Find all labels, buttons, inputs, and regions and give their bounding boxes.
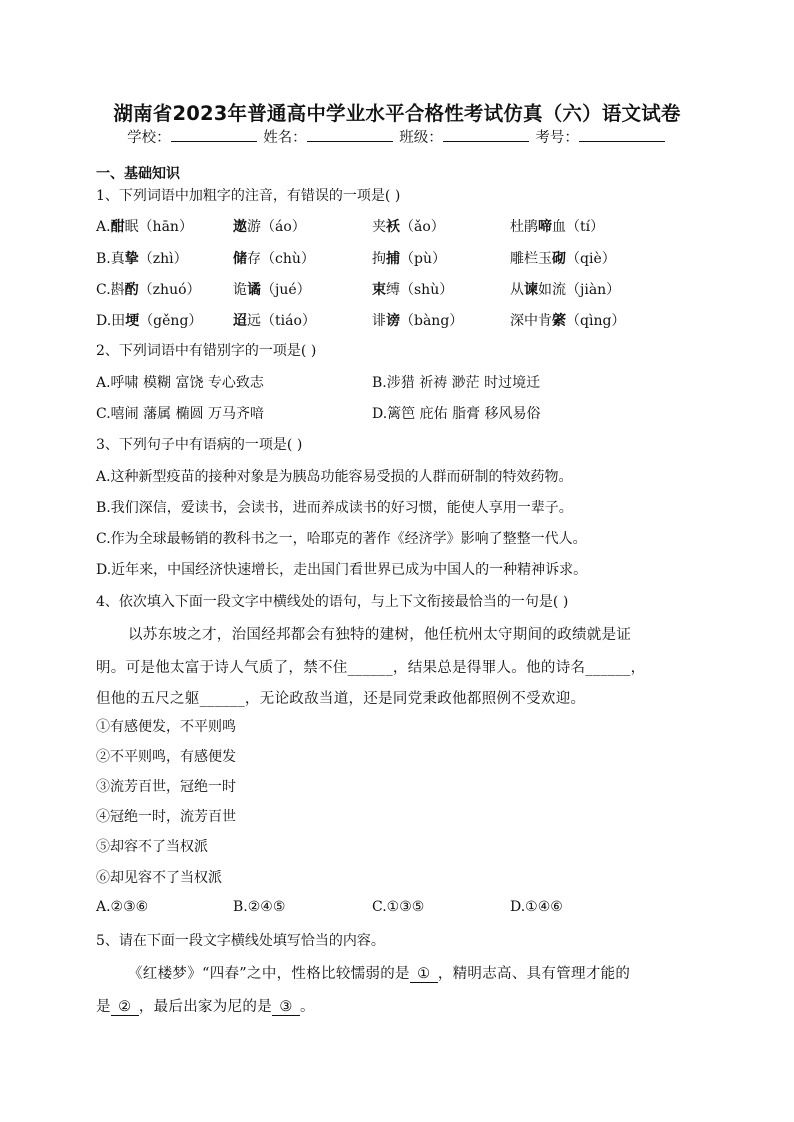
bold-character: 砌: [552, 251, 566, 267]
word-pinyin: 血（tí）: [552, 219, 605, 235]
question-5-text: ，最后出家为尼的是: [138, 999, 273, 1015]
question-5-line-1: [128, 962, 630, 983]
question-2-stem: 2、下列词语中有错别字的一项是( ): [96, 343, 317, 359]
question-1-option-a-word-1: [96, 216, 193, 236]
answer-blank-2[interactable]: ②: [111, 999, 139, 1016]
name-label: 姓名：: [263, 130, 307, 146]
question-4-passage-line: 明。可是他太富于诗人气质了，禁不住______，结果总是得罪人。他的诗名______，: [96, 660, 646, 676]
bold-character: 捕: [386, 251, 400, 267]
question-4-choice-a: A.②③⑥: [96, 899, 149, 915]
question-2-option-d: D.篱笆 庇佑 脂膏 移风易俗: [372, 406, 541, 422]
word-pinyin: （gěng）: [139, 313, 203, 329]
bold-character: 迢: [233, 313, 247, 329]
question-3-stem: 3、下列句子中有语病的一项是( ): [96, 437, 303, 453]
name-blank[interactable]: [307, 129, 393, 142]
word-text: 诽: [372, 313, 386, 329]
school-label: 学校：: [127, 130, 171, 146]
question-1-option-d-word-4: [510, 310, 625, 330]
question-3-option-a: A.这种新型疫苗的接种对象是为胰岛功能容易受损的人群而研制的特效药物。: [96, 469, 573, 485]
word-pinyin: 游（áo）: [247, 219, 306, 235]
student-info-line: [0, 126, 794, 147]
question-1-option-c-word-1: [96, 279, 201, 299]
bold-character: 酣: [110, 219, 125, 235]
word-text: 杜鹃: [510, 219, 538, 235]
question-4-item: ①有感便发，不平则鸣: [96, 719, 236, 735]
question-1-option-b-word-4: [510, 248, 616, 268]
word-text: 从: [510, 282, 524, 298]
question-3-option-d: D.近年来，中国经济快速增长，走出国门看世界已成为中国人的一种精神诉求。: [96, 562, 588, 578]
word-pinyin: （jué）: [261, 282, 311, 298]
question-4-choice-b: B.②④⑤: [233, 899, 286, 915]
bold-character: 挚: [124, 251, 139, 267]
bold-character: 谲: [247, 282, 261, 298]
word-pinyin: （zhuó）: [138, 282, 201, 298]
number-blank[interactable]: [579, 129, 665, 142]
class-label: 班级：: [399, 130, 443, 146]
bold-character: 酌: [124, 282, 139, 298]
question-1-option-d-word-2: [233, 310, 316, 330]
bold-character: 啼: [538, 219, 552, 235]
word-text: C.斟: [96, 282, 125, 298]
question-2-option-c: C.嘻闹 藩属 椭圆 万马齐喑: [96, 406, 265, 422]
question-5-line-2: [96, 995, 315, 1016]
question-1-option-d-word-3: [372, 310, 463, 330]
question-3-option-b: B.我们深信，爱读书，会读书，进而养成读书的好习惯，能使人享用一辈子。: [96, 500, 573, 516]
bold-character: 谏: [524, 282, 538, 298]
question-1-option-b-word-2: [233, 248, 315, 268]
section-heading: 一、基础知识: [96, 166, 180, 182]
word-text: A.: [96, 219, 111, 235]
bold-character: 束: [372, 282, 386, 298]
question-1-option-a-word-4: [510, 216, 604, 236]
word-text: B.真: [96, 251, 125, 267]
word-pinyin: （qìng）: [566, 313, 626, 329]
question-4-item: ③流芳百世，冠绝一时: [96, 779, 236, 795]
question-1-option-c-word-2: [233, 279, 311, 299]
answer-blank-3[interactable]: ③: [272, 999, 300, 1016]
answer-blank-1[interactable]: ①: [410, 966, 438, 983]
bold-character: 埂: [125, 313, 140, 329]
word-text: 诡: [233, 282, 247, 298]
bold-character: 储: [233, 251, 247, 267]
question-1-option-a-word-2: [233, 216, 306, 236]
school-blank[interactable]: [171, 129, 257, 142]
class-blank[interactable]: [443, 129, 529, 142]
word-pinyin: （bàng）: [400, 313, 464, 329]
word-text: 夹: [372, 219, 386, 235]
question-4-item: ④冠绝一时，流芳百世: [96, 809, 236, 825]
question-4-stem: 4、依次填入下面一段文字中横线处的语句，与上下文衔接最恰当的一句是( ): [96, 594, 569, 610]
word-pinyin: 眠（hān）: [124, 219, 193, 235]
word-text: 雕栏玉: [510, 251, 552, 267]
question-2-option-b: B.涉猎 祈祷 渺茫 时过境迁: [372, 375, 541, 391]
question-1-option-a-word-3: [372, 216, 445, 236]
question-1-option-b-word-3: [372, 248, 446, 268]
question-5-text: 。: [300, 999, 315, 1015]
number-label: 考号：: [535, 130, 579, 146]
question-4-item: ⑥却见容不了当权派: [96, 870, 222, 886]
question-4-item: ⑤却容不了当权派: [96, 839, 208, 855]
question-5-text: 《红楼梦》“四春”之中，性格比较懦弱的是: [128, 966, 410, 982]
bold-character: 袄: [386, 219, 400, 235]
question-3-option-c: C.作为全球最畅销的教科书之一，哈耶克的著作《经济学》影响了整整一代人。: [96, 531, 587, 547]
question-1-option-d-word-1: [96, 310, 202, 330]
word-pinyin: 如流（jiàn）: [538, 282, 621, 298]
word-pinyin: （pù）: [400, 251, 446, 267]
question-5-stem: 5、请在下面一段文字横线处填写恰当的内容。: [96, 933, 385, 949]
question-4-choice-d: D.①④⑥: [510, 899, 563, 915]
bold-character: 谤: [386, 313, 400, 329]
word-pinyin: （ǎo）: [400, 219, 445, 235]
question-2-option-a: A.呼啸 模糊 富饶 专心致志: [96, 375, 264, 391]
word-pinyin: （zhì）: [138, 251, 188, 267]
question-1-stem: 1、下列词语中加粗字的注音，有错误的一项是( ): [96, 188, 401, 204]
question-5-text: 是: [96, 999, 111, 1015]
question-4-choice-c: C.①③⑤: [372, 899, 425, 915]
question-5-text: ，精明志高、具有管理才能的: [437, 966, 631, 982]
bold-character: 遨: [233, 219, 247, 235]
word-pinyin: 远（tiáo）: [247, 313, 316, 329]
word-text: 深中肯: [510, 313, 552, 329]
question-1-option-b-word-1: [96, 248, 188, 268]
question-4-passage-line: 但他的五尺之躯______，无论政敌当道，还是同党秉政他都照例不受欢迎。: [96, 691, 586, 707]
page-title: 湖南省2023年普通高中学业水平合格性考试仿真（六）语文试卷: [113, 102, 681, 125]
bold-character: 綮: [552, 313, 566, 329]
question-1-option-c-word-4: [510, 279, 620, 299]
word-pinyin: （qiè）: [566, 251, 616, 267]
question-4-passage-line: 以苏东坡之才，治国经邦都会有独特的建树，他任杭州太守期间的政绩就是证: [128, 627, 632, 643]
question-4-item: ②不平则鸣，有感便发: [96, 749, 236, 765]
word-pinyin: 存（chù）: [247, 251, 315, 267]
word-text: 拘: [372, 251, 386, 267]
word-pinyin: 缚（shù）: [386, 282, 454, 298]
question-1-option-c-word-3: [372, 279, 453, 299]
word-text: D.田: [96, 313, 126, 329]
